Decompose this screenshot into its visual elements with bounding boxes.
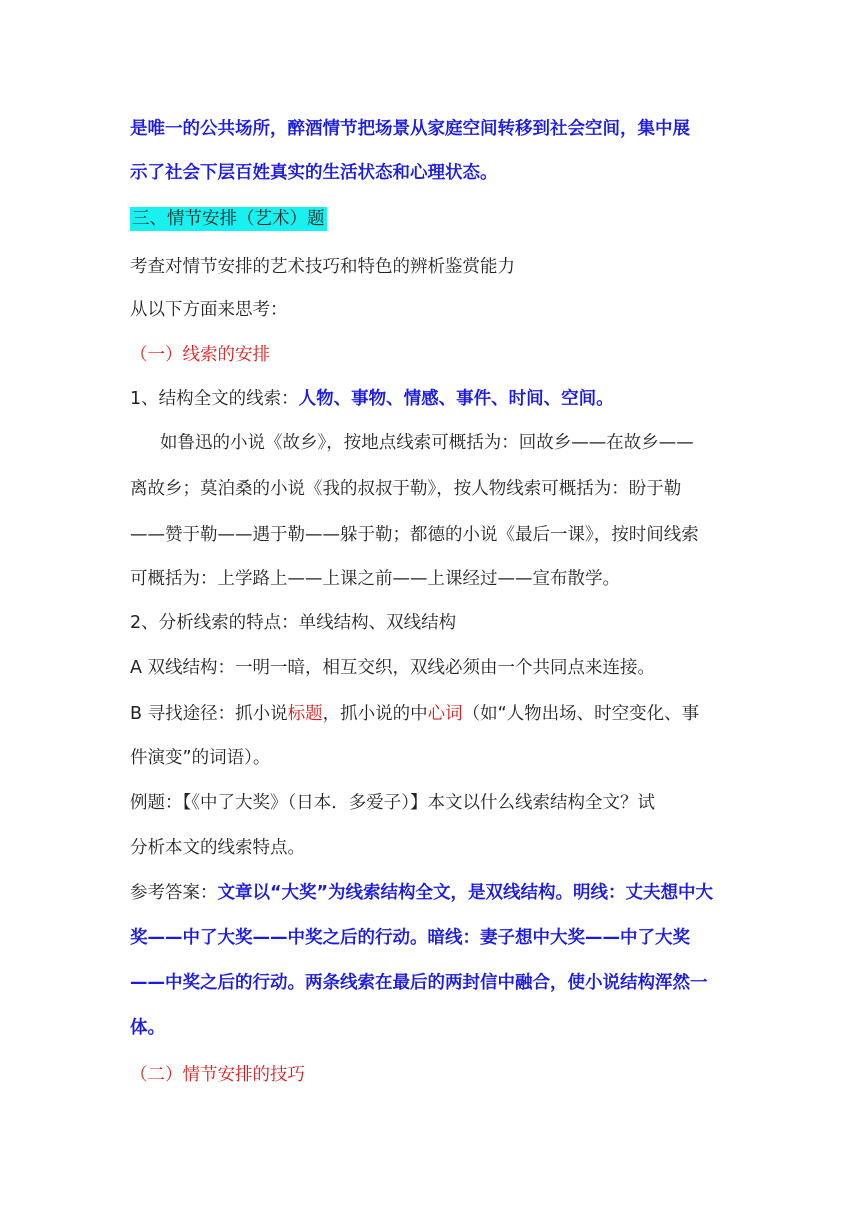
label-text: （如“人物出场、时空变化、事 — [462, 704, 700, 724]
paragraph-line: ——中奖之后的行动。两条线索在最后的两封信中融合，使小说结构浑然一 — [130, 973, 708, 993]
keyword-text: 心词 — [427, 704, 463, 724]
paragraph-line: 2、分析线索的特点：单线结构、双线结构 — [130, 613, 457, 633]
keyword-text: 标题 — [287, 704, 323, 724]
label-text: B 寻找途径：抓小说 — [130, 704, 288, 724]
subsection-heading: （二）情节安排的技巧 — [130, 1065, 305, 1085]
paragraph-line: 是唯一的公共场所，醉酒情节把场景从家庭空间转移到社会空间，集中展 — [130, 119, 690, 139]
label-text: 参考答案： — [130, 883, 218, 903]
section-heading-text: 三、情节安排（艺术）题 — [132, 209, 325, 229]
answer-text: 人物、事物、情感、事件、时间、空间。 — [298, 389, 614, 409]
paragraph-line: A 双线结构：一明一暗，相互交织，双线必须由一个共同点来连接。 — [130, 658, 656, 678]
paragraph-line: 例题：【《中了大奖》（日本．多爱子）】本文以什么线索结构全文？试 — [130, 793, 655, 813]
paragraph-line: ——赞于勒——遇于勒——躲于勒；都德的小说《最后一课》，按时间线索 — [130, 525, 699, 545]
paragraph-line: 体。 — [130, 1018, 165, 1038]
paragraph-line — [130, 702, 699, 726]
paragraph-line: 从以下方面来思考： — [130, 300, 288, 320]
label-text: 1、结构全文的线索： — [130, 389, 299, 409]
paragraph-line: 奖——中了大奖——中奖之后的行动。暗线：妻子想中大奖——中了大奖 — [130, 928, 690, 948]
paragraph-line: 示了社会下层百姓真实的生活状态和心理状态。 — [130, 163, 498, 183]
paragraph-line: 件演变”的词语）。 — [130, 748, 271, 768]
paragraph-line: 考查对情节安排的艺术技巧和特色的辨析鉴赏能力 — [130, 257, 515, 277]
paragraph-line: 可概括为：上学路上——上课之前——上课经过——宣布散学。 — [130, 569, 620, 589]
subsection-heading: （一）线索的安排 — [130, 345, 270, 365]
answer-text: 文章以“大奖”为线索结构全文，是双线结构。明线：丈夫想中大 — [217, 883, 714, 903]
paragraph-line — [130, 387, 614, 411]
paragraph-line: 如鲁迅的小说《故乡》，按地点线索可概括为：回故乡——在故乡—— — [160, 433, 694, 453]
paragraph-line — [130, 881, 713, 905]
paragraph-line: 离故乡；莫泊桑的小说《我的叔叔于勒》，按人物线索可概括为：盼于勒 — [130, 479, 682, 499]
paragraph-line: 分析本文的线索特点。 — [130, 838, 305, 858]
section-heading — [130, 207, 327, 231]
label-text: ，抓小说的中 — [322, 704, 428, 724]
